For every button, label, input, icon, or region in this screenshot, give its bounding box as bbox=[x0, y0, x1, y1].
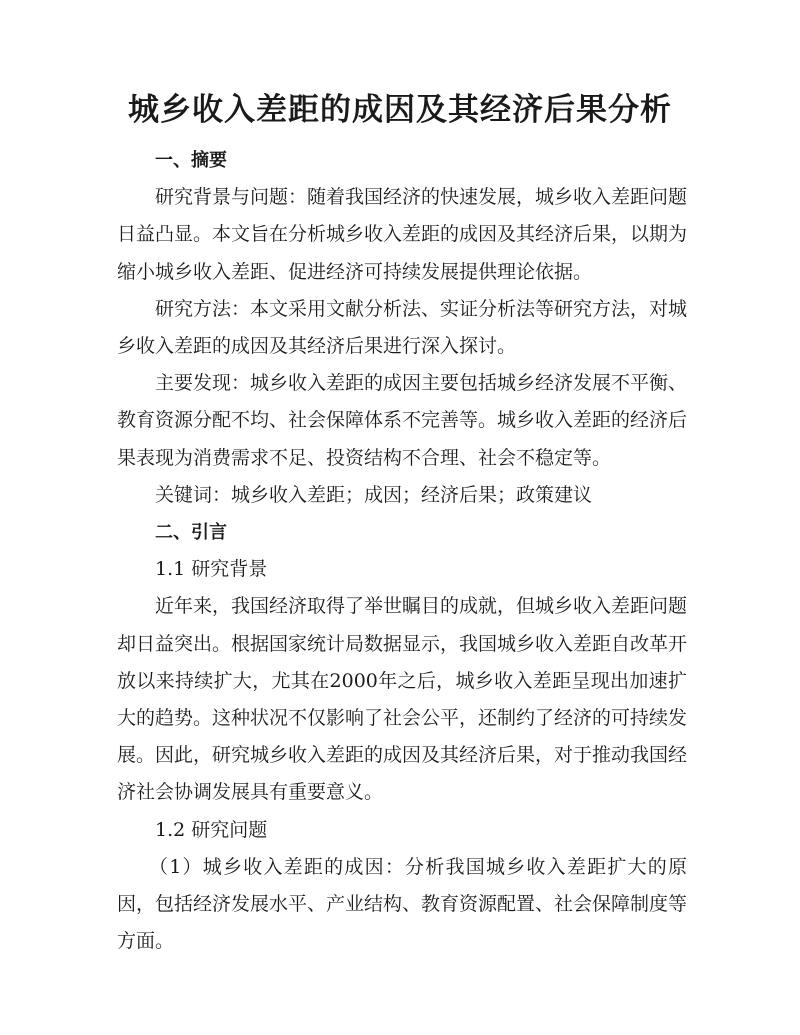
abstract-findings-paragraph: 主要发现：城乡收入差距的成因主要包括城乡经济发展不平衡、教育资源分配不均、社会保障体系不完善等。城乡收入差距的经济后果表现为消费需求不足、投资结构不合理、社会不稳定等。 bbox=[117, 372, 688, 469]
research-question-1-paragraph: （1）城乡收入差距的成因：分析我国城乡收入差距扩大的原因，包括经济发展水平、产业结构、教育资源配置、社会保障制度等方面。 bbox=[117, 855, 688, 953]
subsection-heading-research-background: 1.1 研究背景 bbox=[155, 558, 268, 581]
abstract-background-paragraph: 研究背景与问题：随着我国经济的快速发展，城乡收入差距问题日益凸显。本文旨在分析城乡收入差距的成因及其经济后果，以期为缩小城乡收入差距、促进经济可持续发展提供理论依据。 bbox=[117, 186, 688, 283]
document-body bbox=[117, 142, 687, 960]
section-heading-introduction: 二、引言 bbox=[155, 522, 227, 544]
keywords-line: 关键词：城乡收入差距；成因；经济后果；政策建议 bbox=[155, 483, 593, 506]
document-title: 城乡收入差距的成因及其经济后果分析 bbox=[128, 92, 672, 128]
research-background-paragraph: 近年来，我国经济取得了举世瞩目的成就，但城乡收入差距问题却日益突出。根据国家统计局数据显示，我国城乡收入差距自改革开放以来持续扩大，尤其在2000年之后，城乡收入差距呈现出加速扩大的趋势。这种状况不仅影响了社会公平，还制约了经济的可持续发展。因此，研究城乡收入差距的成因及其经济后果，对于推动我国经济社会协调发展具有重要意义。 bbox=[117, 595, 688, 804]
section-heading-abstract: 一、摘要 bbox=[155, 150, 227, 171]
subsection-heading-research-questions: 1.2 研究问题 bbox=[155, 818, 268, 841]
abstract-method-paragraph: 研究方法：本文采用文献分析法、实证分析法等研究方法，对城乡收入差距的成因及其经济后果进行深入探讨。 bbox=[117, 297, 688, 358]
